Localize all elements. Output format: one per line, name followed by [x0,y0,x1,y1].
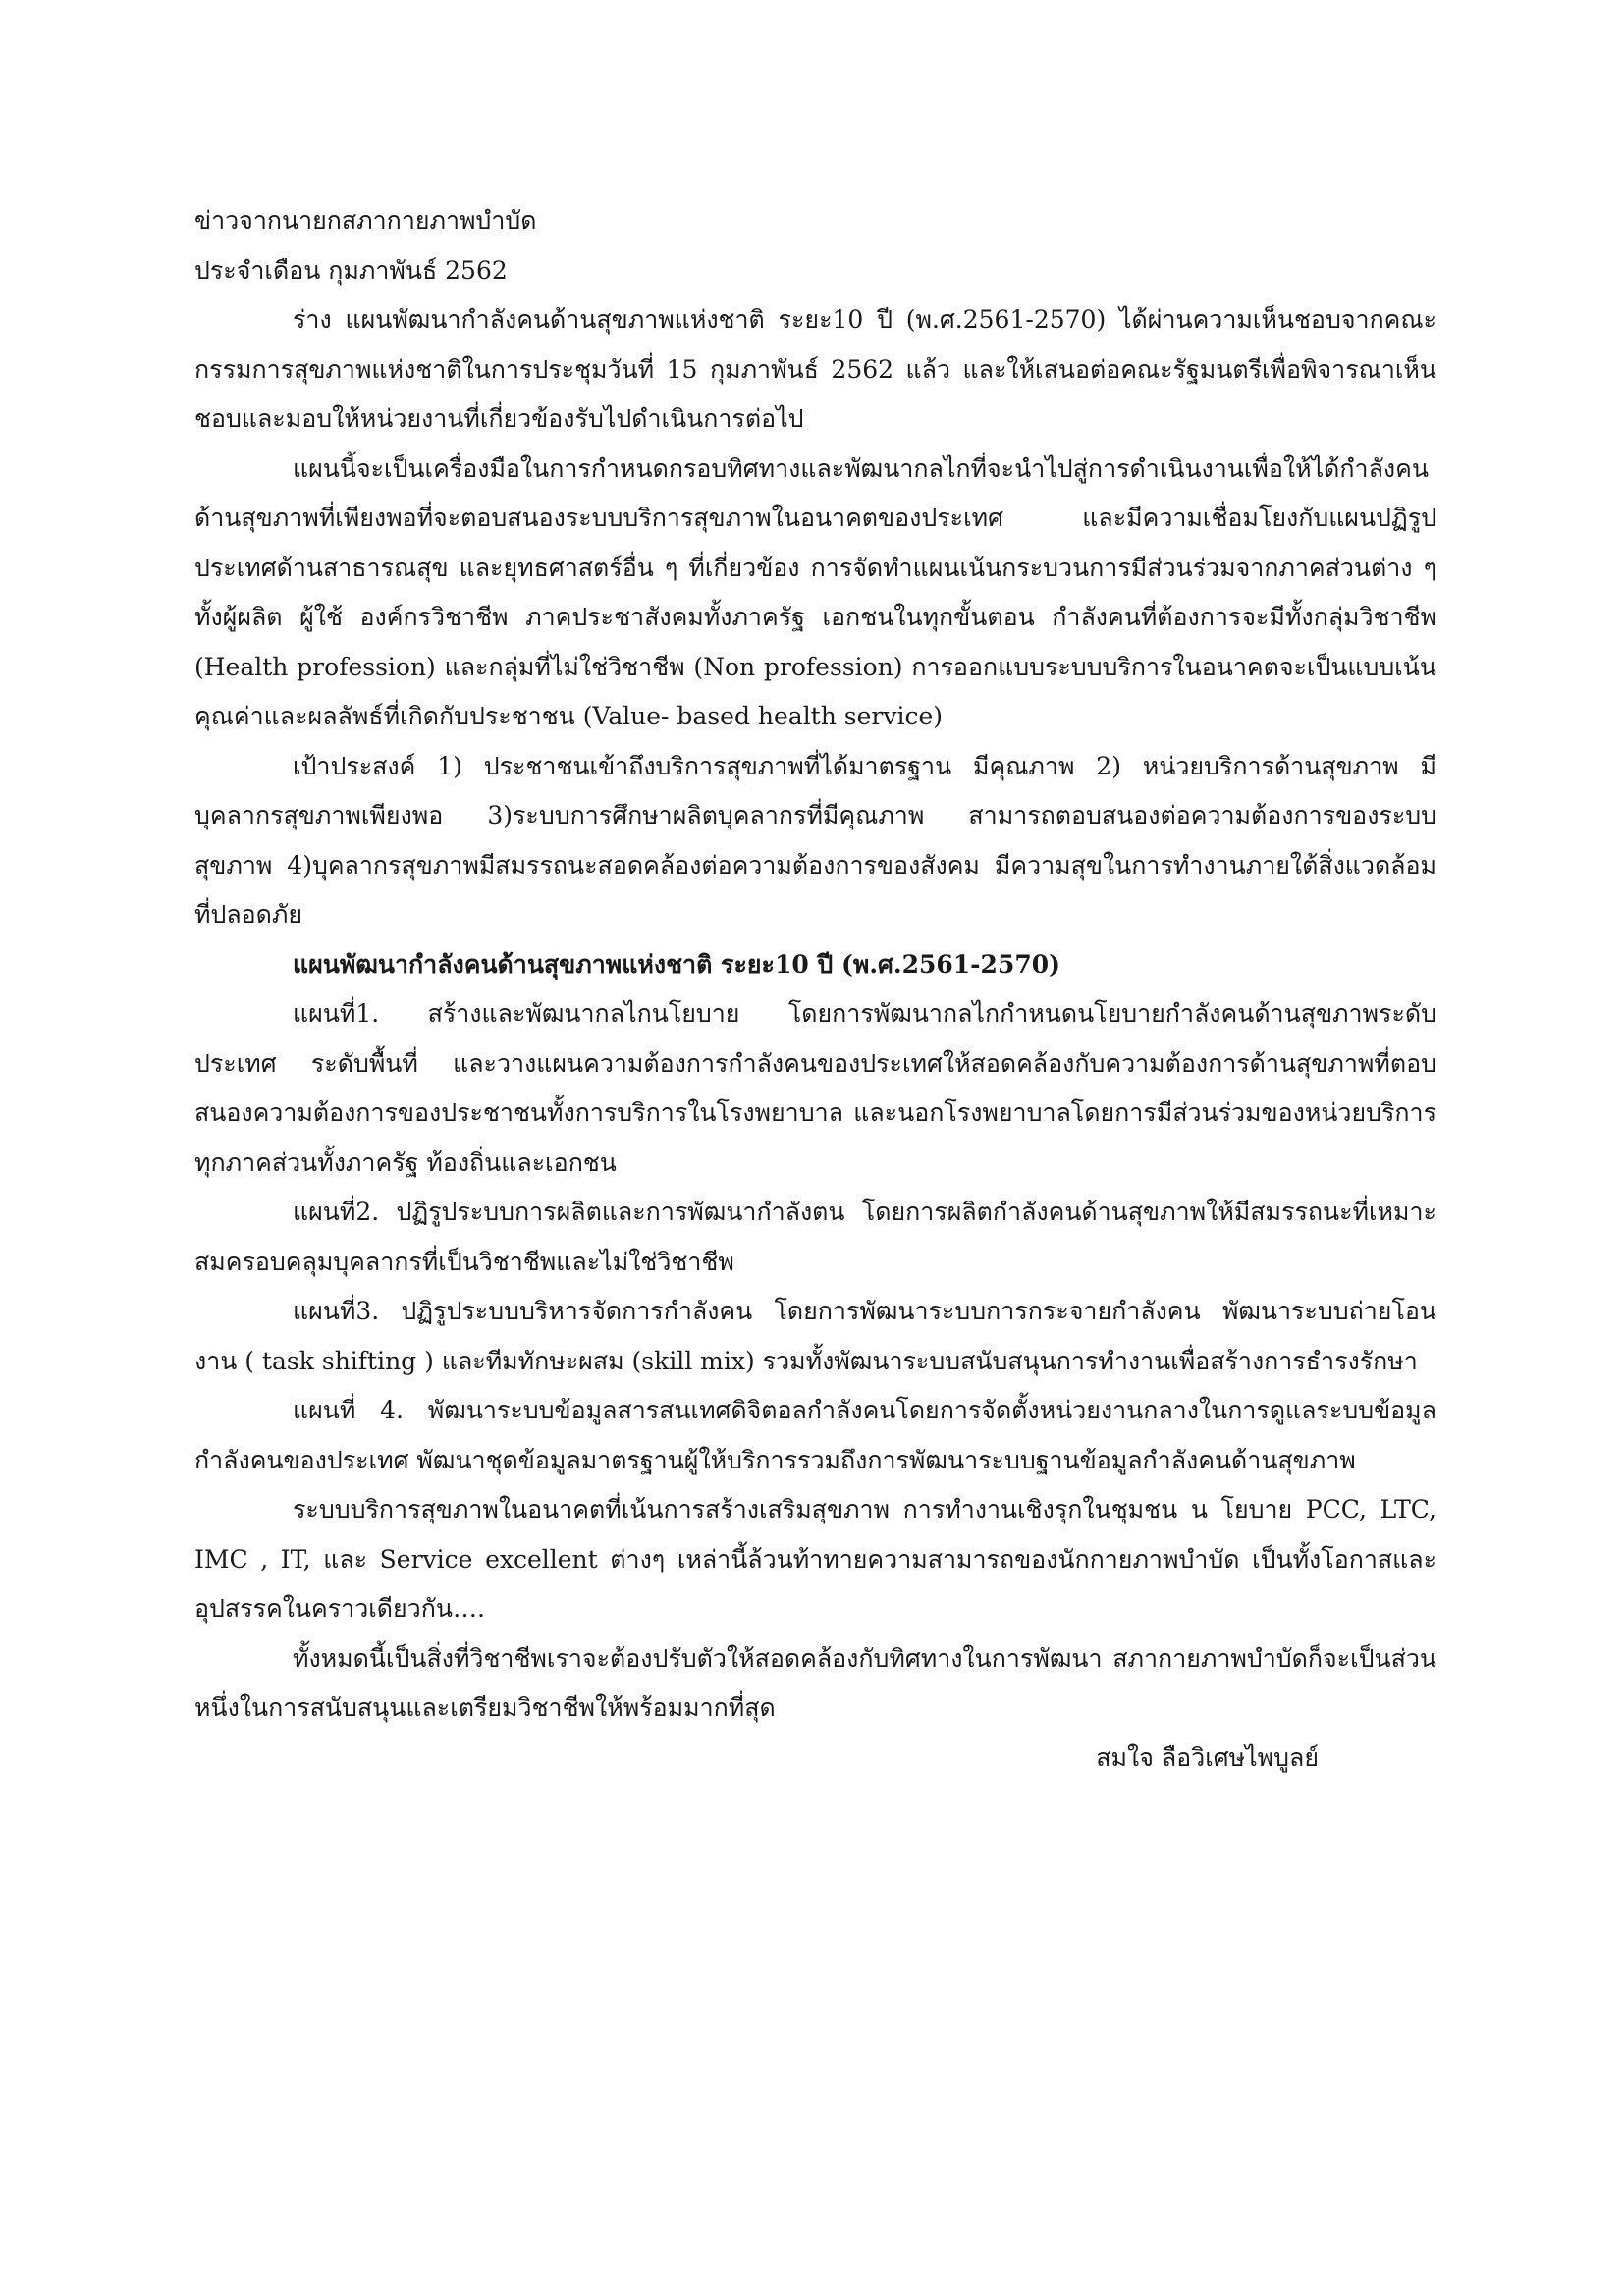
closing-paragraph-1: ระบบบริการสุขภาพในอนาคตที่เน้นการสร้างเสริมสุขภาพ การทำงานเชิงรุกในชุมชน น โยบาย PCC, LTC, IMC , IT, และ Service excellent ต่างๆ เหล่านี้ล้วนท้าทายความสามารถของนักกายภาพบำบัด เป็นทั้งโอกาสและอุปสรรคในคราวเดียวกัน…. [194,1495,1436,1623]
intro-paragraph-2: แผนนี้จะเป็นเครื่องมือในการกำหนดกรอบทิศทางและพัฒนากลไกที่จะนำไปสู่การดำเนินงานเพื่อให้ได้กำลังคนด้านสุขภาพที่เพียงพอที่จะตอบสนองระบบบริการสุขภาพในอนาคตของประเทศ และมีความเชื่อมโยงกับแผนปฏิรูปประเทศด้านสาธารณสุข และยุทธศาสตร์อื่น ๆ ที่เกี่ยวข้อง การจัดทำแผนเน้นกระบวนการมีส่วนร่วมจากภาคส่วนต่าง ๆ ทั้งผู้ผลิต ผู้ใช้ องค์กรวิชาชีพ ภาคประชาสังคมทั้งภาครัฐ เอกชนในทุกขั้นตอน กำลังคนที่ต้องการจะมีทั้งกลุ่มวิชาชีพ (Health profession) และกลุ่มที่ไม่ใช่วิชาชีพ (Non profession) การออกแบบระบบบริการในอนาคตจะเป็นแบบเน้นคุณค่าและผลลัพธ์ที่เกิดกับประชาชน (Value- based health service) [194,454,1436,730]
signature: สมใจ ลือวิเศษไพบูลย์ [1096,1742,1319,1772]
plan-2-paragraph: แผนที่2. ปฏิรูประบบการผลิตและการพัฒนากำลังตน โดยการผลิตกำลังคนด้านสุขภาพให้มีสมรรถนะที่เหมาะสมครอบคลุมบุคลากรที่เป็นวิชาชีพและไม่ใช่วิชาชีพ [194,1198,1436,1276]
closing-paragraph-2: ทั้งหมดนี้เป็นสิ่งที่วิชาชีพเราจะต้องปรับตัวให้สอดคล้องกับทิศทางในการพัฒนา สภากายภาพบำบัดก็จะเป็นส่วนหนึ่งในการสนับสนุนและเตรียมวิชาชีพให้พร้อมมากที่สุด [194,1643,1436,1722]
plan-1-paragraph: แผนที่1. สร้างและพัฒนากลไกนโยบาย โดยการพัฒนากลไกกำหนดนโยบายกำลังคนด้านสุขภาพระดับประเทศ ระดับพื้นที่ และวางแผนความต้องการกำลังคนของประเทศให้สอดคล้องกับความต้องการด้านสุขภาพที่ตอบสนองความต้องการของประชาชนทั้งการบริการในโรงพยาบาล และนอกโรงพยาบาลโดยการมีส่วนร่วมของหน่วยบริการทุกภาคส่วนทั้งภาครัฐ ท้องถิ่นและเอกชน [194,999,1436,1177]
header-line-2: ประจำเดือน กุมภาพันธ์ 2562 [194,255,508,285]
header-line-1: ข่าวจากนายกสภากายภาพบำบัด [194,206,537,235]
intro-paragraph-1: ร่าง แผนพัฒนากำลังคนด้านสุขภาพแห่งชาติ ระยะ10 ปี (พ.ศ.2561-2570) ได้ผ่านความเห็นชอบจากคณะกรรมการสุขภาพแห่งชาติในการประชุมวันที่ 15 กุมภาพันธ์ 2562 แล้ว และให้เสนอต่อคณะรัฐมนตรีเพื่อพิจารณาเห็นชอบและมอบให้หน่วยงานที่เกี่ยวข้องรับไปดำเนินการต่อไป [194,305,1436,433]
plan-heading: แผนพัฒนากำลังคนด้านสุขภาพแห่งชาติ ระยะ10 ปี (พ.ศ.2561-2570) [293,949,1060,979]
goals-paragraph: เป้าประสงค์ 1) ประชาชนเข้าถึงบริการสุขภาพที่ได้มาตรฐาน มีคุณภาพ 2) หน่วยบริการด้านสุขภาพ มีบุคลากรสุขภาพเพียงพอ 3)ระบบการศึกษาผลิตบุคลากรที่มีคุณภาพ สามารถตอบสนองต่อความต้องการของระบบสุขภาพ 4)บุคลากรสุขภาพมีสมรรถนะสอดคล้องต่อความต้องการของสังคม มีความสุขในการทำงานภายใต้สิ่งแวดล้อมที่ปลอดภัย [194,751,1436,929]
document-body [194,196,1436,1783]
plan-3-paragraph: แผนที่3. ปฏิรูประบบบริหารจัดการกำลังคน โดยการพัฒนาระบบการกระจายกำลังคน พัฒนาระบบถ่ายโอนงาน ( task shifting ) และทีมทักษะผสม (skill mix) รวมทั้งพัฒนาระบบสนับสนุนการทำงานเพื่อสร้างการธำรงรักษา [194,1297,1436,1375]
plan-4-paragraph: แผนที่ 4. พัฒนาระบบข้อมูลสารสนเทศดิจิตอลกำลังคนโดยการจัดตั้งหน่วยงานกลางในการดูแลระบบข้อมูลกำลังคนของประเทศ พัฒนาชุดข้อมูลมาตรฐานผู้ให้บริการรวมถึงการพัฒนาระบบฐานข้อมูลกำลังคนด้านสุขภาพ [194,1396,1436,1474]
